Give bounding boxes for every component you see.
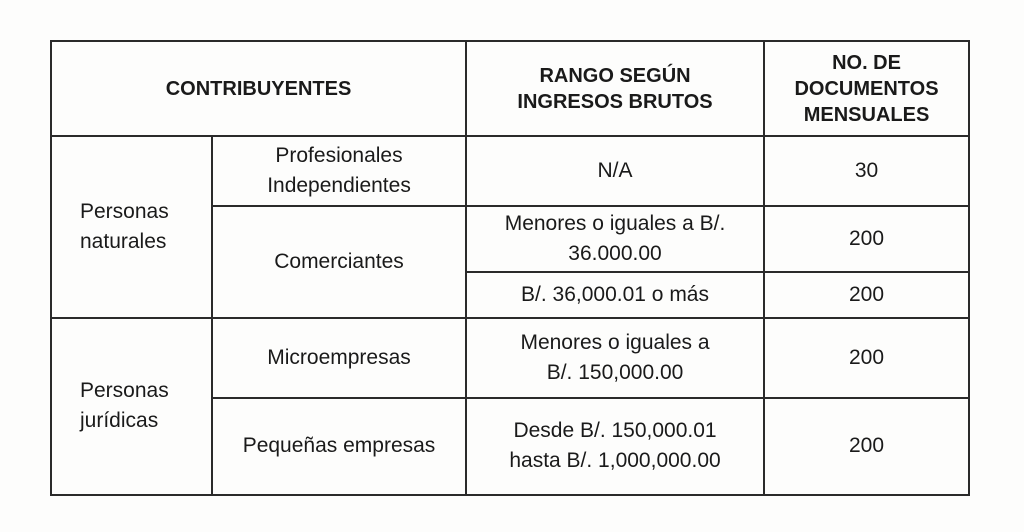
group-label-personas-juridicas: Personas jurídicas	[51, 318, 212, 495]
income-range-cell: Desde B/. 150,000.01 hasta B/. 1,000,000.00	[466, 398, 764, 495]
income-range-cell: N/A	[466, 136, 764, 206]
monthly-documents-cell: 200	[764, 272, 969, 318]
income-range-cell: Menores o iguales a B/. 36.000.00	[466, 206, 764, 272]
taxpayer-type-cell: Microempresas	[212, 318, 466, 398]
monthly-documents-cell: 200	[764, 318, 969, 398]
group-label-personas-naturales: Personas naturales	[51, 136, 212, 318]
taxpayer-documents-table	[50, 40, 970, 496]
table-row	[51, 136, 969, 206]
header-row	[51, 41, 969, 136]
header-rango: RANGO SEGÚN INGRESOS BRUTOS	[466, 41, 764, 136]
table-row	[51, 318, 969, 398]
monthly-documents-cell: 200	[764, 398, 969, 495]
taxpayer-type-cell: Pequeñas empresas	[212, 398, 466, 495]
income-range-cell: B/. 36,000.01 o más	[466, 272, 764, 318]
income-range-cell: Menores o iguales a B/. 150,000.00	[466, 318, 764, 398]
monthly-documents-cell: 30	[764, 136, 969, 206]
taxpayer-type-cell: Profesionales Independientes	[212, 136, 466, 206]
monthly-documents-cell: 200	[764, 206, 969, 272]
taxpayer-type-cell: Comerciantes	[212, 206, 466, 318]
header-documentos: NO. DE DOCUMENTOS MENSUALES	[764, 41, 969, 136]
header-contribuyentes: CONTRIBUYENTES	[51, 41, 466, 136]
